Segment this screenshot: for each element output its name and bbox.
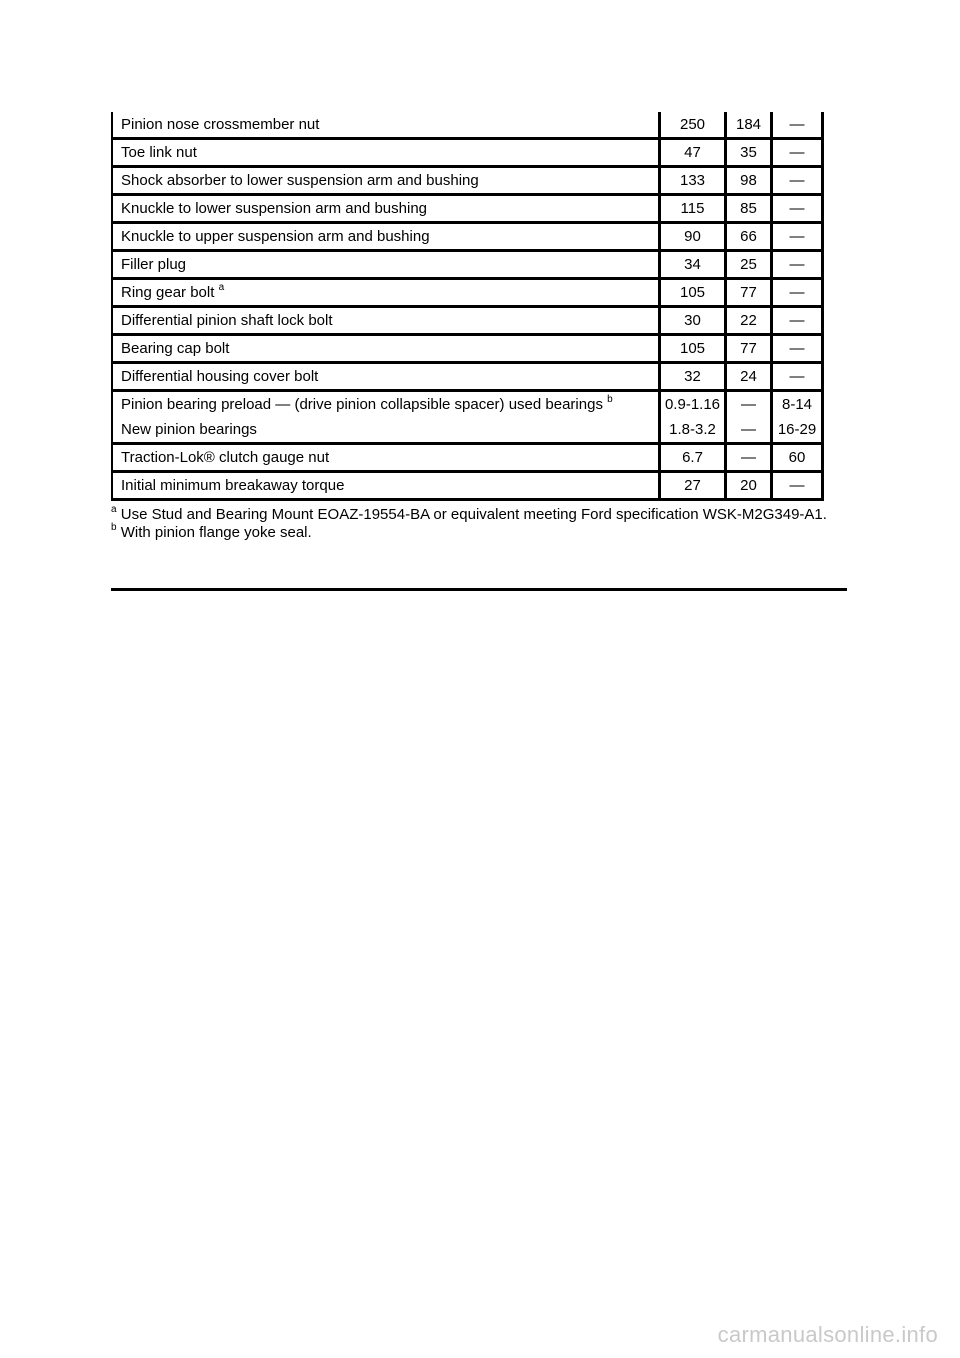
row-nm-value: 30 (660, 307, 726, 335)
row-lbft-value (726, 391, 772, 444)
row-description: Toe link nut (112, 139, 660, 167)
row-lbft-value: 22 (726, 307, 772, 335)
row-nm-value: 47 (660, 139, 726, 167)
table-row (112, 335, 823, 363)
row-lbin-value: — (772, 307, 823, 335)
row-nm-value: 105 (660, 335, 726, 363)
row-nm-value: 115 (660, 195, 726, 223)
row-lbft-value: 24 (726, 363, 772, 391)
row-lbft-value: 35 (726, 139, 772, 167)
row-nm-value: 27 (660, 472, 726, 500)
row-lbft-value: 85 (726, 195, 772, 223)
row-description-text: Ring gear bolt (121, 283, 215, 301)
watermark: carmanualsonline.info (717, 1322, 938, 1347)
row-lbin-value: — (772, 139, 823, 167)
row-nm-value: 34 (660, 251, 726, 279)
section-divider (111, 588, 847, 591)
preload-new-text: New pinion bearings (121, 421, 257, 438)
row-lbin-value: — (772, 195, 823, 223)
footnote-b-text: With pinion flange yoke seal. (120, 524, 312, 541)
row-nm-value: 32 (660, 363, 726, 391)
row-lbft-value: — (726, 444, 772, 472)
row-description: Knuckle to upper suspension arm and bushing (112, 223, 660, 251)
table-row (112, 363, 823, 391)
row-lbft-value: 66 (726, 223, 772, 251)
row-description (112, 391, 660, 444)
row-nm-value: 105 (660, 279, 726, 307)
footnote-a-text: Use Stud and Bearing Mount EOAZ-19554-BA or equivalent meeting Ford specification WSK-M2G349-A1. (120, 506, 827, 523)
preload-used-lbin: 8-14 (781, 396, 813, 413)
table-row-preload (112, 391, 823, 444)
footnote-a-mark: a (111, 504, 117, 515)
table-row (112, 112, 823, 139)
preload-used-nm: 0.9-1.16 (664, 396, 721, 413)
row-lbin-value: — (772, 472, 823, 500)
row-description: Shock absorber to lower suspension arm and bushing (112, 167, 660, 195)
row-description: Differential pinion shaft lock bolt (112, 307, 660, 335)
row-description: Filler plug (112, 251, 660, 279)
row-nm-value: 6.7 (660, 444, 726, 472)
row-lbin-value: — (772, 167, 823, 195)
footnote-a (111, 506, 831, 524)
row-description (112, 279, 660, 307)
row-lbin-value (772, 391, 823, 444)
row-lbft-value: 77 (726, 335, 772, 363)
row-nm-value: 90 (660, 223, 726, 251)
row-description: Initial minimum breakaway torque (112, 472, 660, 500)
table-row (112, 139, 823, 167)
footnote-b-mark: b (111, 522, 117, 533)
table-row (112, 307, 823, 335)
table-row (112, 279, 823, 307)
row-lbft-value: 77 (726, 279, 772, 307)
row-lbin-value: — (772, 335, 823, 363)
row-lbft-value: 25 (726, 251, 772, 279)
preload-used-line (121, 392, 658, 417)
row-description: Knuckle to lower suspension arm and bushing (112, 195, 660, 223)
table-row (112, 223, 823, 251)
row-lbin-value: — (772, 112, 823, 139)
table-row (112, 195, 823, 223)
table-row (112, 472, 823, 500)
footnote-ref-b: b (607, 394, 613, 405)
row-description: Traction-Lok® clutch gauge nut (112, 444, 660, 472)
row-nm-value (660, 391, 726, 444)
row-description: Pinion nose crossmember nut (112, 112, 660, 139)
row-lbft-value: 98 (726, 167, 772, 195)
row-lbin-value: — (772, 363, 823, 391)
table-row (112, 251, 823, 279)
row-nm-value: 250 (660, 112, 726, 139)
torque-spec-table (111, 112, 824, 501)
row-lbin-value: — (772, 251, 823, 279)
row-lbft-value: 184 (726, 112, 772, 139)
footnote-b (111, 524, 831, 542)
footnote-ref-a: a (218, 281, 225, 293)
preload-new-nm: 1.8-3.2 (669, 421, 716, 438)
preload-new-lbin: 16-29 (777, 421, 817, 438)
row-lbin-value: — (772, 223, 823, 251)
row-lbin-value: 60 (772, 444, 823, 472)
preload-new-lbft: — (741, 421, 756, 438)
table-row (112, 167, 823, 195)
preload-used-lbft: — (741, 396, 756, 413)
row-lbin-value: — (772, 279, 823, 307)
row-description: Differential housing cover bolt (112, 363, 660, 391)
preload-used-text: Pinion bearing preload — (drive pinion collapsible spacer) used bearings (121, 396, 603, 413)
row-nm-value: 133 (660, 167, 726, 195)
footnotes (111, 506, 831, 542)
row-lbft-value: 20 (726, 472, 772, 500)
table-row (112, 444, 823, 472)
row-description: Bearing cap bolt (112, 335, 660, 363)
